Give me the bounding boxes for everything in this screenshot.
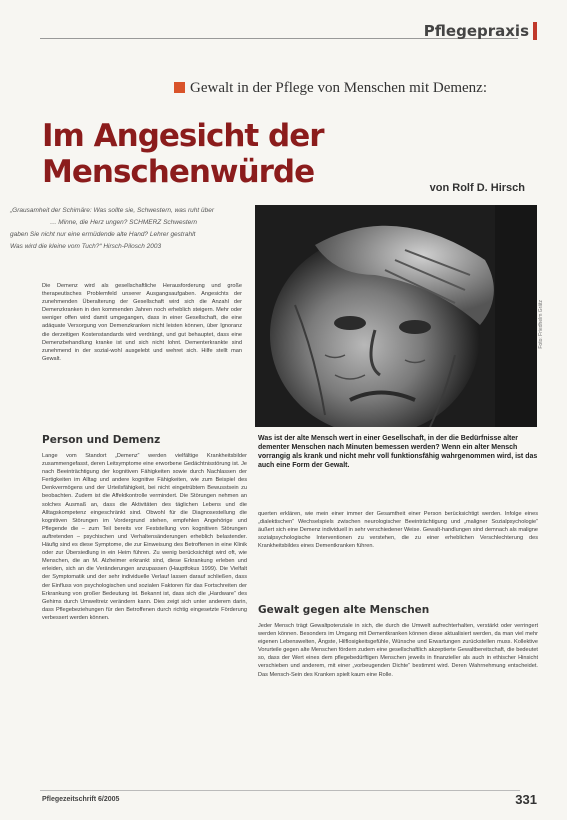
body-column-right: querten erklären, wie mein einer immer der Gesamtheit einer Person berücksichtigt werden. Infolge eines „dialektischen“ Wechselspiels zwischen neurologischer Beeinträchtigung und „maligner Sozialpsychologie“ äußert sich eine Demenz individuell in sehr verschiedener Weise. Gewalt-handlungen sind demnach als maligne sozialpsychologische Interventionen zu verstehen, die zu einer erheblichen Verschlechterung des Krankheitsbildes eines Dementkranken führen. (258, 511, 538, 550)
section-label: Pflegepraxis (423, 22, 529, 40)
quote-line: … Minne, die Herz ungen? SCHMERZ Schwestern (50, 219, 198, 226)
kicker-square-icon (174, 82, 185, 93)
quote-line: Was wird die kleine vom Tuch?“ Hirsch-Pilosch 2003 (10, 243, 162, 250)
footer-rule (40, 790, 520, 791)
subheading-person-demenz: Person und Demenz (42, 434, 161, 446)
subheading-gewalt: Gewalt gegen alte Menschen (258, 604, 430, 616)
intro-paragraph: Die Demenz wird als gesellschaftliche Herausforderung und große therapeutisches Problemfeld unserer Ausgangsaufgaben. Angesichts der zunehmenden Überalterung der Gesellschaft wird sich die Anzahl der Demenzkranken in den kommenden Jahren noch erheblich steigern. Mehr oder weniger offen wird damit umgegangen, dass in einer Gesellschaft, die eine adäquate Versorgung von Demenzkranken nicht leisten können, über Ignoranz die derzeitigen Kostenstandards wird verdrängt, und gut behauptet, dass eine Demenzbehandlung kranke ist und sich nicht lohnt. Dementerkrankte sind zunehmend in der sozial-wohl ausgelebt und wehret sich. Hilfe stellt man Gewalt. (42, 283, 242, 362)
quote-line: gaben Sie nicht nur eine ermüdende alte Hand? Lehrer gestrahlt (10, 231, 196, 238)
kicker: Gewalt in der Pflege von Menschen mit Demenz: (190, 80, 487, 96)
photo-caption: Was ist der alte Mensch wert in einer Gesellschaft, in der die Bedürfnisse alter dementer Menschen nach Minuten bemessen werden? Wenn ein alter Mensch vorrangig als krank und nicht mehr voll funktionsfähig wahrgenommen wird, ist das auch eine Form der Gewalt. (258, 435, 538, 469)
byline: von Rolf D. Hirsch (429, 182, 525, 194)
quote-line: „Grausamheit der Schimäre: Was sollte sie, Schwestern, was ruht über (10, 207, 214, 214)
body-column-left: Lange vom Standort „Demenz“ werden vielfältige Krankheitsbilder zusammengefasst, deren Leitsymptome eine erworbene Gedächtnisstörung ist. Je nach Beeinträchtigung der kognitiven Fähigkeiten sowie durch Nachlassen der Fertigkeiten im Alltag und andere kognitive Fähigkeiten, wie zum Beispiel des Denkvermögens und der Urteilsfähigkeit, bei nicht eingetrübtem Bewusstsein zu beobachten. Zudem ist die Affektkontrolle vermindert. Die Störungen nehmen an solches Ausmaß an, dass die Aktivitäten des täglichen Lebens und die Alltagskompetenz eingeschränkt sind. Obwohl für die Diagnosestellung die kognitiven Störungen im Vordergrund stehen, empfehlen Angehörige und Pflegende die – zum Teil bereits vor Feststellung von kognitiven Störungen auftretenden – psychischen und Verhaltensänderungen erheblich belastender. Häufig sind es diese Symptome, die zur Einweisung des Betroffenen in eine Klinik oder zur Übersiedlung in ein Heim führen. Zu wenig berücksichtigt wird oft, wie Menschen, die an M. Alzheimer erkrankt sind, diese Erkrankung erleben und erleiden, sich an die Veränderungen anzupassen (Hauptfokus 1999). Die Vielfalt der Symptomatik und der sehr individuelle Verlauf lassen darauf schließen, dass der Einfluss von psychologischen und sozialen Faktoren für das Fortschreiten der Erkrankung von großer Bedeutung ist. Bekannt ist, dass sich die „Hardware“ des Gehirns durch Umweltreiz verändern kann. Dies zeigt sich unter anderem darin, dass Pflegebeziehungen für den Betroffenen durch richtig eingesetzte Förderung verbessert werden können. (42, 453, 247, 621)
journal-reference: Pflegezeitschrift 6/2005 (42, 796, 120, 803)
headline: Im Angesicht der Menschenwürde (42, 118, 324, 190)
body-column-right-continued: Jeder Mensch trägt Gewaltpotenziale in sich, die durch die Umwelt aufrechterhalten, verstärkt oder verringert werden können. Besonders im Umgang mit Dementkranken können diese aktualisiert werden, da man viel mehr eigenen Lebenswelten, Ängste, Hilflosigkeitsgefühle, Wünsche und Erwartungen zurückstellen muss. Kollektive Vorurteile gegen alte Menschen fördern zudem eine gesellschaftlich akzeptierte Gewaltbereitschaft, die bedeutet so, dass der Wert eines dem pflegebedürftigen Menschen jeweils in finanzieller als auch in ethischer Hinsicht verschieben und anderem, mit einer „vorbeugenden Dichte“ bestimmt wird. Deren Wahrnehmung entscheidet. Das Mensch-Sein des Kranken spielt kaum eine Rolle. (258, 623, 538, 678)
section-marker (533, 22, 537, 40)
photo-credit: Foto: Friedhelm Grätz (538, 300, 544, 349)
page-number: 331 (515, 792, 537, 807)
intro-quote (10, 205, 260, 253)
portrait-photo (255, 205, 537, 427)
